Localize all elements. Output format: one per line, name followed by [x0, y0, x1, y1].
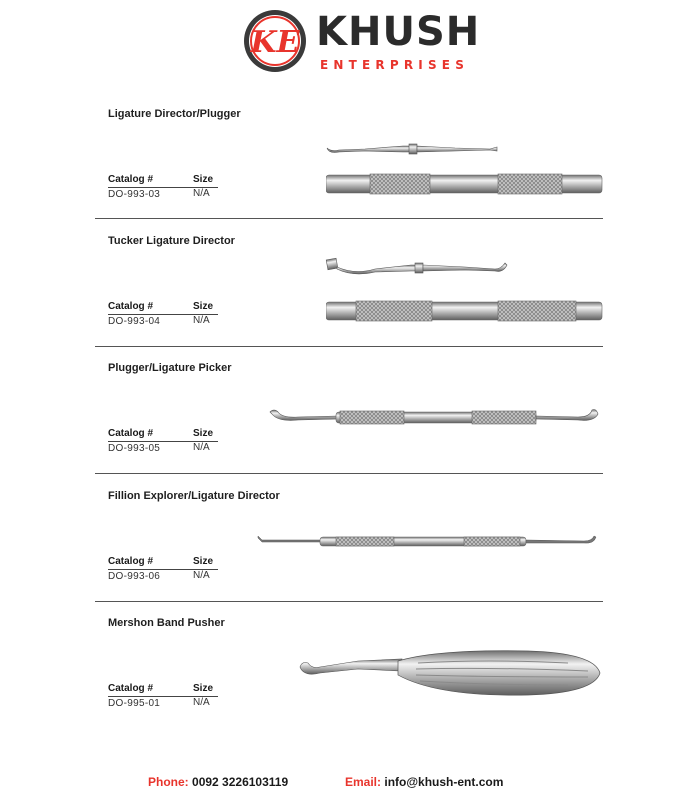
- logo-emblem-icon: [242, 8, 308, 74]
- product-spec: [108, 174, 298, 202]
- email-contact: [345, 775, 503, 789]
- catalog-number: DO-993-05: [108, 443, 161, 454]
- catalog-label: Catalog #: [108, 174, 154, 185]
- size-label: Size: [193, 174, 214, 185]
- brand-subtitle: ENTERPRISES: [320, 58, 470, 72]
- catalog-number: DO-995-01: [108, 698, 161, 709]
- brand-name: KHUSH: [316, 9, 481, 55]
- instrument-image: [298, 647, 603, 701]
- size-label: Size: [193, 556, 214, 567]
- size-value: N/A: [193, 570, 210, 581]
- catalog-number: DO-993-06: [108, 571, 161, 582]
- logo-letters: KE: [250, 25, 300, 60]
- product-title: Ligature Director/Plugger: [108, 108, 241, 120]
- product-spec: [108, 683, 298, 711]
- size-label: Size: [193, 301, 214, 312]
- section-divider: [95, 346, 603, 347]
- product-spec: [108, 428, 298, 456]
- product-title: Fillion Explorer/Ligature Director: [108, 490, 280, 502]
- catalog-label: Catalog #: [108, 428, 154, 439]
- catalog-label: Catalog #: [108, 683, 154, 694]
- instrument-image: [326, 298, 604, 324]
- phone-number: 0092 3226103119: [192, 775, 289, 789]
- product-section: [0, 352, 689, 479]
- product-title: Plugger/Ligature Picker: [108, 362, 232, 374]
- size-label: Size: [193, 683, 214, 694]
- size-value: N/A: [193, 442, 210, 453]
- product-title: Tucker Ligature Director: [108, 235, 235, 247]
- section-divider: [95, 601, 603, 602]
- instrument-image: [325, 255, 515, 279]
- product-section: [0, 225, 689, 352]
- catalog-label: Catalog #: [108, 301, 154, 312]
- instrument-image: [268, 404, 608, 430]
- product-section: [0, 98, 689, 225]
- size-value: N/A: [193, 697, 210, 708]
- brand-logo: [242, 8, 481, 80]
- instrument-image: [326, 171, 604, 197]
- catalog-number: DO-993-04: [108, 316, 161, 327]
- product-spec: [108, 301, 298, 329]
- product-spec: [108, 556, 298, 584]
- instrument-image: [256, 532, 600, 550]
- section-divider: [95, 473, 603, 474]
- product-section: [0, 607, 689, 734]
- section-divider: [95, 218, 603, 219]
- phone-contact: [148, 775, 288, 789]
- size-value: N/A: [193, 188, 210, 199]
- phone-label: Phone:: [148, 775, 189, 789]
- email-address: info@khush-ent.com: [384, 775, 504, 789]
- size-value: N/A: [193, 315, 210, 326]
- catalog-label: Catalog #: [108, 556, 154, 567]
- product-title: Mershon Band Pusher: [108, 617, 225, 629]
- size-label: Size: [193, 428, 214, 439]
- product-section: [0, 480, 689, 607]
- instrument-image: [325, 140, 505, 158]
- email-label: Email:: [345, 775, 382, 789]
- catalog-number: DO-993-03: [108, 189, 161, 200]
